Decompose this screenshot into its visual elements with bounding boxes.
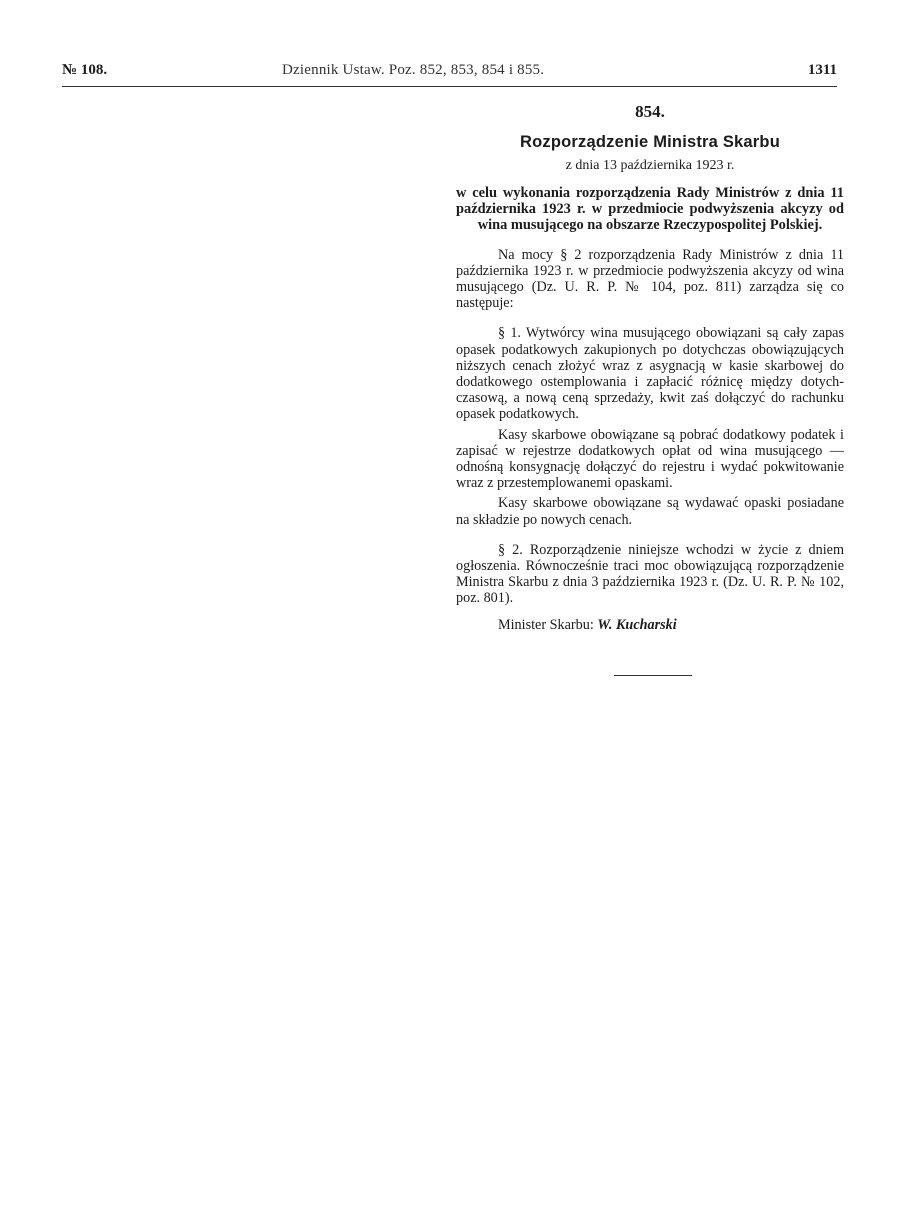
act-date: z dnia 13 października 1923 r. — [565, 158, 735, 174]
signature-line — [456, 617, 844, 633]
act-title: Rozporządzenie Ministra Skarbu — [520, 133, 780, 152]
issue-number: № 108. — [62, 62, 108, 78]
signature-role: Minister Skarbu: — [498, 616, 594, 633]
page-number: 1311 — [807, 62, 837, 78]
section-1-treasury-fee-paragraph: Kasy skarbowe obowiązane są pobrać dodatkowy podatek i zapisać w rejestrze dodatkowych opłat od wina musującego — odnośną konsygnację dołączyć do rejestru i wydać pokwitowanie wraz z przestemplowanemi opaskami. — [456, 426, 844, 492]
end-divider — [614, 675, 692, 676]
page-header — [62, 62, 837, 84]
section-1-new-prices-paragraph: Kasy skarbowe obowiązane są wydawać opaski posiadane na składzie po nowych cenach. — [456, 495, 844, 528]
header-divider — [62, 86, 837, 87]
section-1-paragraph: § 1. Wytwórcy wina musującego obowiązani są cały zapas opasek podatkowych zakupionych po dotychczas obowiązujących niższych cenach złożyć wraz z asygnacją w kasie skarbowej do dodatkowego ostemplowania i zapłacić różnicę między dotychczasową, a nową ceną sprzedaży, kwit zaś dołączyć do rachunku opasek podatkowych. — [456, 325, 844, 423]
signature-name: W. Kucharski — [597, 616, 677, 633]
section-2-paragraph: § 2. Rozporządzenie niniejsze wchodzi w życie z dniem ogłoszenia. Równocześnie traci moc obowiązującą rozporządzenie Ministra Skarbu z dnia 3 października 1923 r. (Dz. U. R. P. № 102, poz. 801). — [456, 541, 844, 607]
preamble-paragraph: Na mocy § 2 rozporządzenia Rady Ministrów z dnia 11 października 1923 r. w przedmiocie podwyższenia akcyzy od wina musującego (Dz. U. R. P. № 104, poz. 811) zarządza się co następuje: — [456, 246, 844, 312]
journal-title: Dziennik Ustaw. Poz. 852, 853, 854 i 855. — [282, 62, 545, 78]
act-number: 854. — [635, 102, 665, 121]
act-subject: w celu wykonania rozporządzenia Rady Ministrów z dnia 11 października 1923 r. w przedmiocie podwyższenia akcyzy od wina musującego na obszarze Rzeczypospolitej Polskiej. — [456, 184, 844, 233]
act-column — [456, 96, 844, 633]
